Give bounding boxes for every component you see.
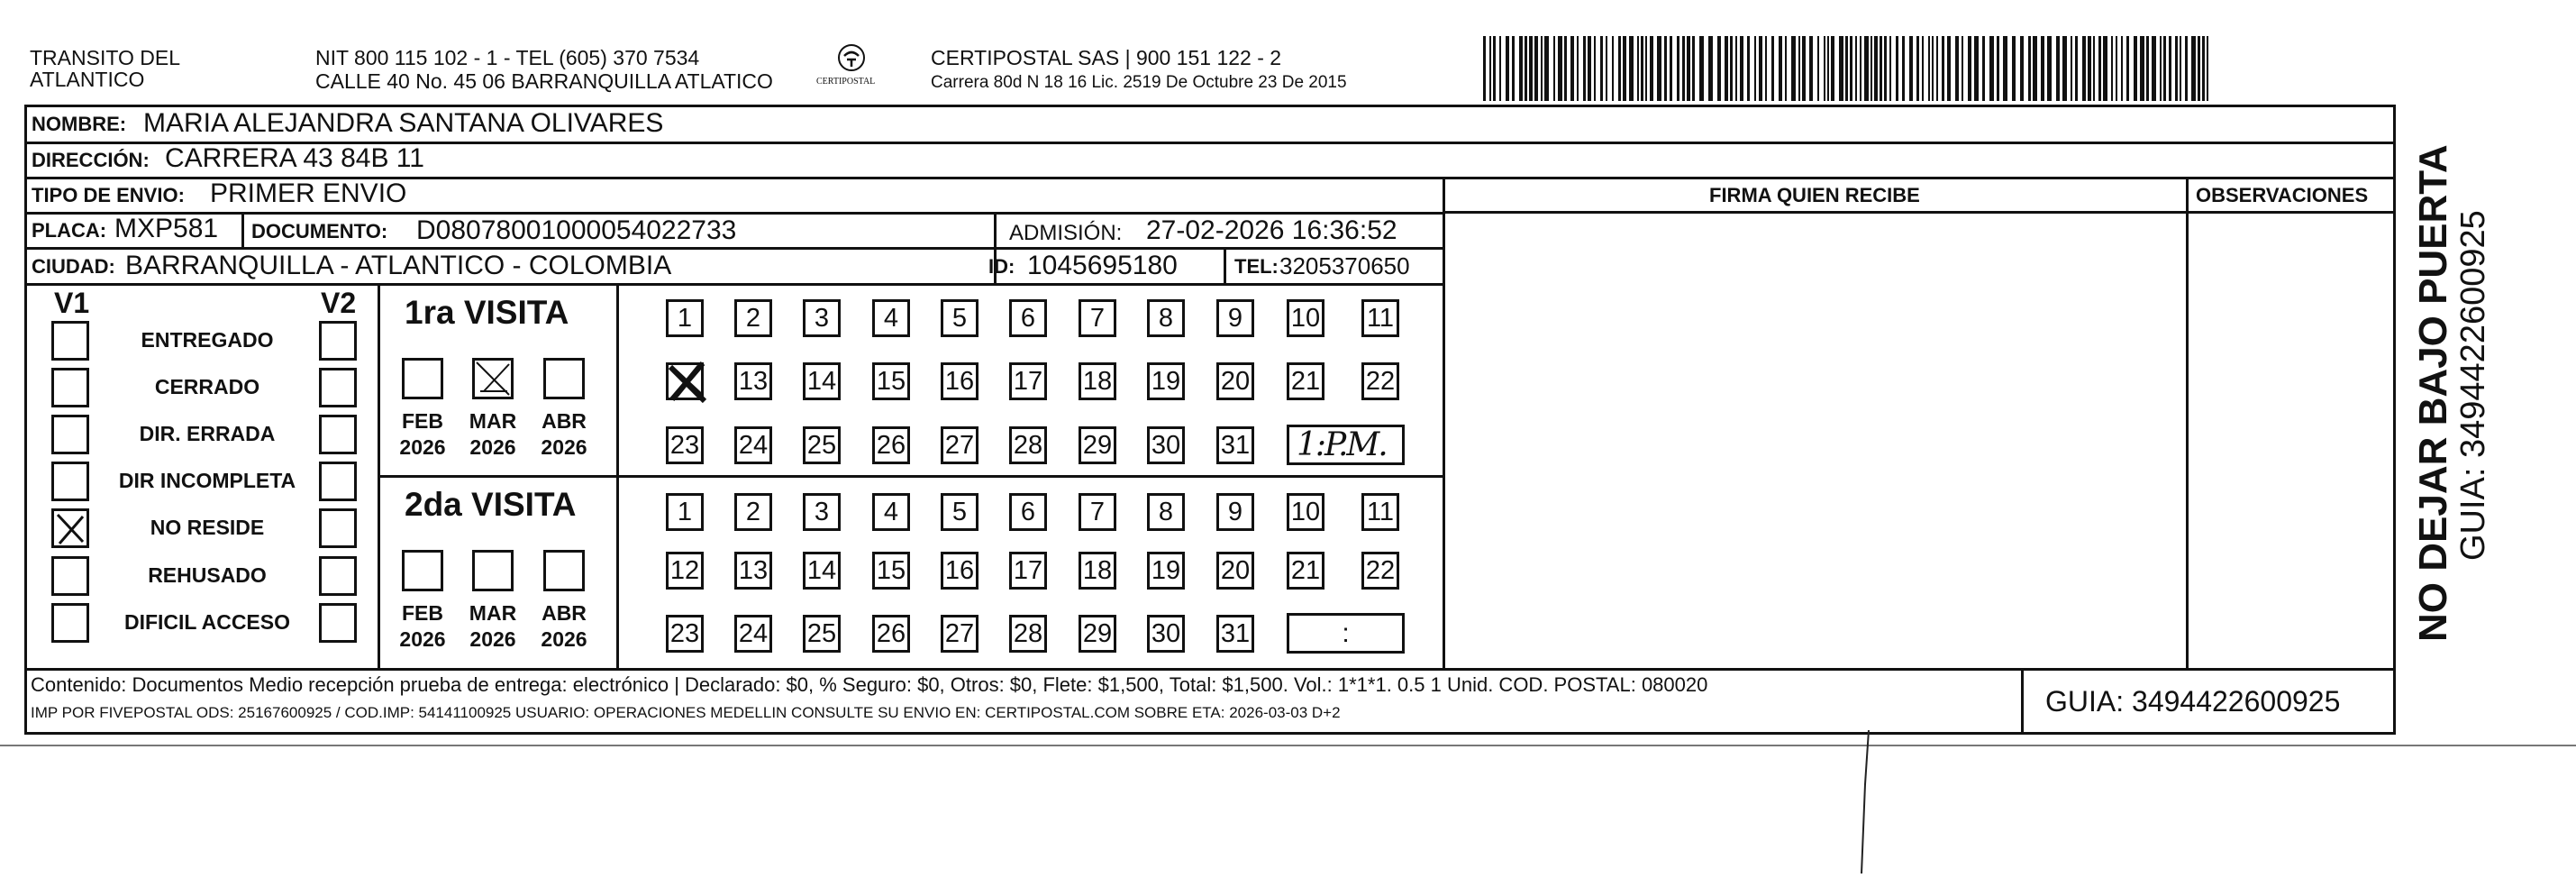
day-box[interactable] xyxy=(1147,426,1185,464)
contenido-line: Contenido: Documentos Medio recepción prueba de entrega: electrónico | Declarado: $0, % Seguro: $0, Otros: $0, Flete: $1,500, Total: $1,500. Vol.: 1*1*1. 0.5 1 Unid. COD. POSTAL: 080020 xyxy=(31,673,1708,696)
day-number: 8 xyxy=(1158,303,1174,333)
row-divider xyxy=(24,668,2396,671)
day-box[interactable] xyxy=(1216,426,1254,464)
month-checkbox-abr[interactable] xyxy=(543,358,585,399)
day-number: 5 xyxy=(951,303,968,333)
ciudad-label: CIUDAD: xyxy=(32,255,115,278)
day-box[interactable] xyxy=(1361,299,1399,337)
day-box[interactable] xyxy=(666,362,704,400)
month-name: FEB xyxy=(402,409,443,433)
day-box[interactable] xyxy=(1009,552,1047,590)
tipo-envio-value: PRIMER ENVIO xyxy=(210,178,407,208)
day-box[interactable] xyxy=(666,426,704,464)
row-divider xyxy=(378,475,1444,478)
row-divider xyxy=(24,283,1445,286)
month-name: ABR xyxy=(542,409,587,433)
day-box[interactable] xyxy=(803,362,841,400)
day-number: 28 xyxy=(1013,618,1043,648)
day-box[interactable] xyxy=(1079,426,1116,464)
day-number: 2 xyxy=(745,497,761,526)
day-number: 30 xyxy=(1151,430,1181,460)
day-box[interactable] xyxy=(872,552,910,590)
day-box[interactable] xyxy=(803,299,841,337)
day-number: 11 xyxy=(1366,303,1395,333)
day-number: 1 xyxy=(677,303,693,333)
day-box[interactable] xyxy=(734,493,772,531)
imp-line: IMP POR FIVEPOSTAL ODS: 25167600925 / COD.IMP: 54141100925 USUARIO: OPERACIONES MEDELLIN CONSULTE SU ENVIO EN: CERTIPOSTAL.COM SOBRE ETA: 2026-03-03 D+2 xyxy=(31,704,1341,721)
day-box[interactable] xyxy=(1079,362,1116,400)
direccion-value: CARRERA 43 84B 11 xyxy=(165,143,424,173)
day-box[interactable] xyxy=(666,299,704,337)
month-name: MAR xyxy=(469,601,517,625)
day-number: 13 xyxy=(738,366,769,396)
day-box[interactable] xyxy=(803,493,841,531)
time-separator: : xyxy=(1342,617,1350,648)
month-label xyxy=(461,600,524,653)
day-box[interactable] xyxy=(941,299,979,337)
page-edge-line xyxy=(0,745,2576,746)
day-number: 13 xyxy=(738,555,769,585)
v1-checkbox[interactable] xyxy=(51,462,89,501)
day-number: 15 xyxy=(876,366,906,396)
day-number: 28 xyxy=(1013,430,1043,460)
day-number: 4 xyxy=(883,303,899,333)
day-box[interactable] xyxy=(1079,615,1116,653)
day-box[interactable] xyxy=(734,362,772,400)
placa-value: MXP581 xyxy=(114,214,219,243)
reason-label: DIR. ERRADA xyxy=(139,422,276,445)
documento-value: D08078001000054022733 xyxy=(416,215,737,245)
day-box[interactable] xyxy=(1009,426,1047,464)
day-number: 17 xyxy=(1013,366,1043,396)
handwritten-time: 1:P.M. xyxy=(1297,426,1387,463)
month-year: 2026 xyxy=(541,626,587,651)
reason-label: NO RESIDE xyxy=(150,516,265,539)
day-number: 29 xyxy=(1082,430,1113,460)
second-visit-title: 2da VISITA xyxy=(405,486,577,523)
day-box[interactable] xyxy=(1361,552,1399,590)
day-box[interactable] xyxy=(1361,362,1399,400)
month-year: 2026 xyxy=(469,626,516,651)
day-number: 26 xyxy=(876,618,906,648)
day-box[interactable] xyxy=(666,552,704,590)
month-checkbox-feb[interactable] xyxy=(402,358,443,399)
col-divider xyxy=(1443,177,1445,668)
observaciones-header: OBSERVACIONES xyxy=(2196,184,2369,206)
day-number: 9 xyxy=(1227,497,1243,526)
day-box[interactable] xyxy=(1079,552,1116,590)
day-number: 14 xyxy=(806,555,837,585)
direccion-label: DIRECCIÓN: xyxy=(32,149,150,171)
v2-checkbox[interactable] xyxy=(319,556,357,596)
v1-checkbox[interactable] xyxy=(51,321,89,361)
day-box[interactable] xyxy=(1009,493,1047,531)
row-divider xyxy=(1443,211,2396,214)
day-box[interactable] xyxy=(1361,493,1399,531)
placa-label: PLACA: xyxy=(32,219,107,242)
day-number: 31 xyxy=(1220,430,1251,460)
day-number: 19 xyxy=(1151,366,1181,396)
org-name-line1: TRANSITO DEL xyxy=(30,46,180,69)
reason-label: CERRADO xyxy=(154,375,260,398)
org-name-line2: ATLANTICO xyxy=(30,68,145,91)
day-number: 23 xyxy=(669,430,700,460)
day-box[interactable] xyxy=(1216,552,1254,590)
page-tear-mark xyxy=(1856,730,1874,873)
day-number: 5 xyxy=(951,497,968,526)
day-box[interactable] xyxy=(666,493,704,531)
id-value: 1045695180 xyxy=(1027,251,1178,280)
logo-text: CERTIPOSTAL xyxy=(816,77,876,87)
reason-label: REHUSADO xyxy=(148,563,267,587)
day-box[interactable] xyxy=(941,426,979,464)
month-label xyxy=(532,600,596,653)
first-visit-title: 1ra VISITA xyxy=(405,294,569,331)
v2-checkbox[interactable] xyxy=(319,462,357,501)
day-box[interactable] xyxy=(1216,299,1254,337)
day-number: 3 xyxy=(814,303,830,333)
day-box[interactable] xyxy=(1147,362,1185,400)
nombre-value: MARIA ALEJANDRA SANTANA OLIVARES xyxy=(143,108,664,138)
admision-value: 27-02-2026 16:36:52 xyxy=(1146,215,1397,245)
month-name: ABR xyxy=(542,601,587,625)
day-number: 6 xyxy=(1020,497,1036,526)
month-label xyxy=(532,408,596,461)
firma-header: FIRMA QUIEN RECIBE xyxy=(1709,184,1920,206)
address-line: CALLE 40 No. 45 06 BARRANQUILLA ATLATICO xyxy=(315,69,773,93)
day-box[interactable] xyxy=(1009,362,1047,400)
col-divider xyxy=(2021,668,2024,735)
v2-checkbox[interactable] xyxy=(319,321,357,361)
v1-checkbox[interactable] xyxy=(51,415,89,454)
month-checkbox-mar[interactable] xyxy=(472,550,514,591)
day-number: 31 xyxy=(1220,618,1251,648)
day-number: 2 xyxy=(745,303,761,333)
month-name: FEB xyxy=(402,601,443,625)
month-name: MAR xyxy=(469,409,517,433)
month-year: 2026 xyxy=(399,434,446,459)
nombre-label: NOMBRE: xyxy=(32,113,127,135)
company-line: CERTIPOSTAL SAS | 900 151 122 - 2 xyxy=(931,46,1282,69)
day-number: 12 xyxy=(669,555,700,585)
certipostal-logo xyxy=(811,41,892,97)
reason-label: DIR INCOMPLETA xyxy=(118,469,296,492)
day-number: 9 xyxy=(1227,303,1243,333)
day-number: 20 xyxy=(1220,555,1251,585)
day-box[interactable] xyxy=(1216,493,1254,531)
day-box[interactable] xyxy=(1009,615,1047,653)
v2-checkbox[interactable] xyxy=(319,508,357,548)
time-box-first[interactable] xyxy=(1287,425,1405,465)
day-number: 25 xyxy=(806,618,837,648)
day-number: 24 xyxy=(738,618,769,648)
day-number: 14 xyxy=(806,366,837,396)
day-number: 1 xyxy=(677,497,693,526)
col-divider xyxy=(1224,247,1226,283)
day-number: 16 xyxy=(944,555,975,585)
day-box[interactable] xyxy=(941,362,979,400)
ciudad-value: BARRANQUILLA - ATLANTICO - COLOMBIA xyxy=(125,251,672,280)
v1-label: V1 xyxy=(54,287,90,319)
tipo-envio-label: TIPO DE ENVIO: xyxy=(32,184,185,206)
day-box[interactable] xyxy=(803,552,841,590)
day-number: 24 xyxy=(738,430,769,460)
v1-checkbox[interactable] xyxy=(51,603,89,643)
day-number: 4 xyxy=(883,497,899,526)
v1-checkbox[interactable] xyxy=(51,508,89,548)
v2-label: V2 xyxy=(321,287,357,319)
day-number: 25 xyxy=(806,430,837,460)
row-divider xyxy=(24,247,1445,250)
day-box[interactable] xyxy=(941,552,979,590)
barcode xyxy=(1483,36,2215,101)
day-number: 22 xyxy=(1365,366,1396,396)
day-number: 30 xyxy=(1151,618,1181,648)
v2-checkbox[interactable] xyxy=(319,368,357,407)
footer-guia: GUIA: 3494422600925 xyxy=(2045,685,2341,718)
col-divider xyxy=(2186,177,2189,668)
v2-checkbox[interactable] xyxy=(319,415,357,454)
license-line: Carrera 80d N 18 16 Lic. 2519 De Octubre 23 De 2015 xyxy=(931,73,1347,92)
month-label xyxy=(461,408,524,461)
month-year: 2026 xyxy=(399,626,446,651)
day-box[interactable] xyxy=(941,615,979,653)
tel-label: TEL: xyxy=(1234,255,1279,278)
day-number: 3 xyxy=(814,497,830,526)
day-box[interactable] xyxy=(1147,615,1185,653)
day-box[interactable] xyxy=(734,299,772,337)
day-box[interactable] xyxy=(872,299,910,337)
month-checkbox-mar[interactable] xyxy=(472,358,514,399)
month-year: 2026 xyxy=(469,434,516,459)
month-label xyxy=(391,408,454,461)
day-number: 17 xyxy=(1013,555,1043,585)
day-box[interactable] xyxy=(1079,299,1116,337)
day-box[interactable] xyxy=(872,362,910,400)
day-number: 15 xyxy=(876,555,906,585)
day-number: 18 xyxy=(1082,555,1113,585)
admision-label: ADMISIÓN: xyxy=(1009,221,1123,245)
month-year: 2026 xyxy=(541,434,587,459)
day-box[interactable] xyxy=(1147,299,1185,337)
day-box[interactable] xyxy=(872,426,910,464)
day-number: 21 xyxy=(1290,366,1321,396)
day-number: 22 xyxy=(1365,555,1396,585)
tel-value: 3205370650 xyxy=(1279,252,1410,279)
day-box[interactable] xyxy=(734,426,772,464)
day-number: 23 xyxy=(669,618,700,648)
day-box[interactable] xyxy=(1287,552,1324,590)
reason-label: DIFICIL ACCESO xyxy=(123,610,290,634)
day-number: 7 xyxy=(1089,303,1106,333)
month-label xyxy=(391,600,454,653)
day-number: 27 xyxy=(944,430,975,460)
day-box[interactable] xyxy=(1147,493,1185,531)
day-box[interactable] xyxy=(1216,615,1254,653)
day-box[interactable] xyxy=(1287,493,1324,531)
month-checkbox-feb[interactable] xyxy=(402,550,443,591)
id-label: ID: xyxy=(988,255,1015,278)
day-number: 10 xyxy=(1290,303,1321,333)
side-warning: NO DEJAR BAJO PUERTA xyxy=(2411,144,2455,642)
day-box[interactable] xyxy=(666,615,704,653)
day-number: 20 xyxy=(1220,366,1251,396)
day-box[interactable] xyxy=(1079,493,1116,531)
day-box[interactable] xyxy=(734,615,772,653)
day-box[interactable] xyxy=(1009,299,1047,337)
day-box[interactable] xyxy=(872,615,910,653)
day-box[interactable] xyxy=(1216,362,1254,400)
col-divider xyxy=(241,212,244,247)
documento-label: DOCUMENTO: xyxy=(251,220,388,242)
day-number: 11 xyxy=(1366,497,1395,526)
day-box[interactable] xyxy=(734,552,772,590)
day-number: 21 xyxy=(1290,555,1321,585)
day-number: 18 xyxy=(1082,366,1113,396)
day-box[interactable] xyxy=(803,615,841,653)
row-divider xyxy=(24,212,1445,215)
day-number: 16 xyxy=(944,366,975,396)
day-number: 8 xyxy=(1158,497,1174,526)
day-number: 26 xyxy=(876,430,906,460)
day-box[interactable] xyxy=(872,493,910,531)
day-number: 6 xyxy=(1020,303,1036,333)
day-number: 19 xyxy=(1151,555,1181,585)
v2-checkbox[interactable] xyxy=(319,603,357,643)
day-number: 10 xyxy=(1290,497,1321,526)
day-number: 7 xyxy=(1089,497,1106,526)
side-guia: GUIA: 3494422600925 xyxy=(2454,210,2492,561)
day-box[interactable] xyxy=(803,426,841,464)
v1-checkbox[interactable] xyxy=(51,556,89,596)
day-box[interactable] xyxy=(1287,362,1324,400)
day-box[interactable] xyxy=(941,493,979,531)
nit-line: NIT 800 115 102 - 1 - TEL (605) 370 7534 xyxy=(315,46,700,69)
time-box-second[interactable] xyxy=(1287,613,1405,654)
reason-label: ENTREGADO xyxy=(141,328,274,352)
day-box[interactable] xyxy=(1287,299,1324,337)
month-checkbox-abr[interactable] xyxy=(543,550,585,591)
day-number: 29 xyxy=(1082,618,1113,648)
day-number: 27 xyxy=(944,618,975,648)
v1-checkbox[interactable] xyxy=(51,368,89,407)
day-x-mark xyxy=(665,360,710,405)
day-box[interactable] xyxy=(1147,552,1185,590)
